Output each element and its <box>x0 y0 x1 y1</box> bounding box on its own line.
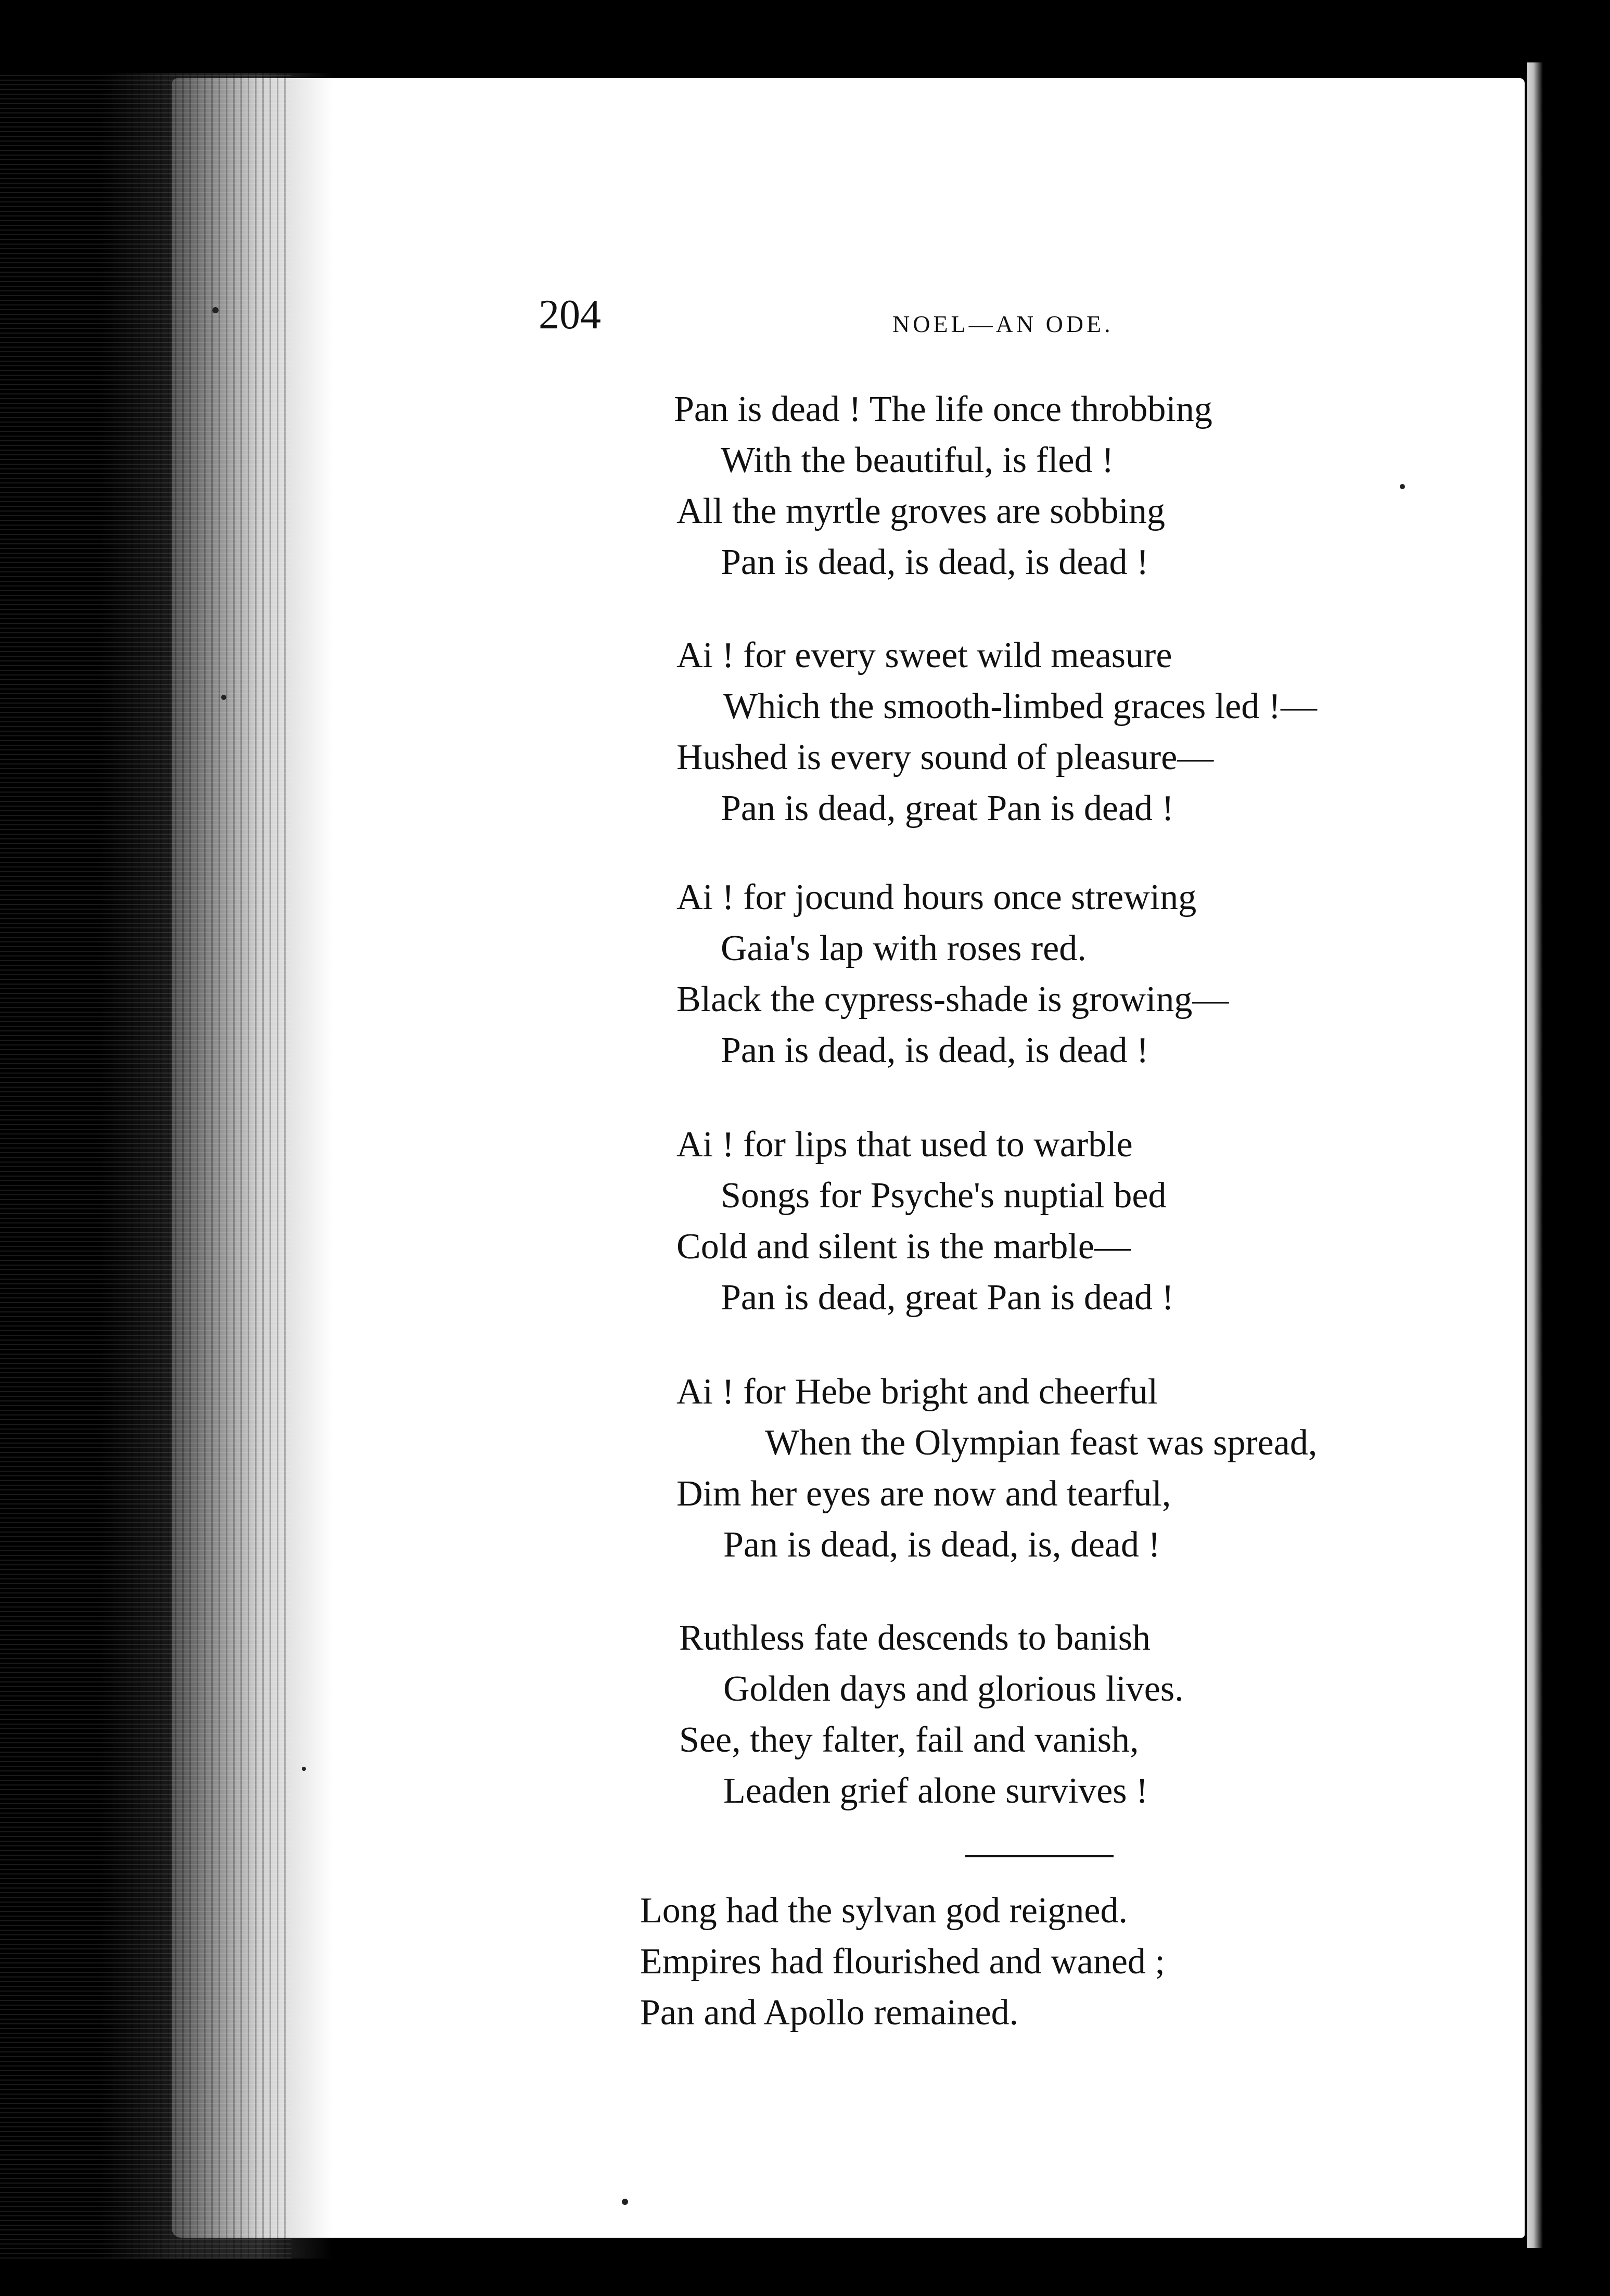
scan-speck <box>622 2199 628 2205</box>
gutter-speckle <box>0 73 291 2259</box>
scan-speck <box>1400 484 1405 489</box>
closing-line-3: Pan and Apollo remained. <box>640 1993 1019 2033</box>
stanza-3-line-1: Ai ! for jocund hours once strewing <box>676 877 1197 917</box>
stanza-1-line-3: All the myrtle groves are sobbing <box>676 491 1165 531</box>
stanza-6-line-2: Golden days and glorious lives. <box>723 1669 1184 1709</box>
stanza-2-line-2: Which the smooth-limbed graces led !— <box>723 686 1318 726</box>
scan-speck <box>302 1767 306 1771</box>
closing-line-1: Long had the sylvan god reigned. <box>640 1891 1128 1931</box>
page-number: 204 <box>539 292 601 338</box>
scan-speck <box>221 695 226 700</box>
stanza-2-line-3: Hushed is every sound of pleasure— <box>676 737 1214 777</box>
stanza-6-line-4: Leaden grief alone survives ! <box>723 1771 1148 1811</box>
stanza-4-line-1: Ai ! for lips that used to warble <box>676 1125 1133 1165</box>
stanza-4-line-4: Pan is dead, great Pan is dead ! <box>721 1278 1174 1318</box>
stanza-3-line-2: Gaia's lap with roses red. <box>721 928 1087 968</box>
stanza-2-line-1: Ai ! for every sweet wild measure <box>676 635 1172 675</box>
closing-line-2: Empires had flourished and waned ; <box>640 1942 1165 1982</box>
stanza-5-line-2: When the Olympian feast was spread, <box>765 1423 1318 1463</box>
section-divider-rule <box>965 1855 1114 1857</box>
stanza-4-line-2: Songs for Psyche's nuptial bed <box>721 1176 1167 1216</box>
scan-speck <box>212 307 219 313</box>
stanza-6-line-3: See, they falter, fail and vanish, <box>679 1720 1139 1760</box>
right-page-edge <box>1527 62 1543 2248</box>
stanza-6-line-1: Ruthless fate descends to banish <box>679 1618 1151 1658</box>
stanza-2-line-4: Pan is dead, great Pan is dead ! <box>721 788 1174 828</box>
running-head: NOEL—AN ODE. <box>892 311 1114 337</box>
stanza-3-line-4: Pan is dead, is dead, is dead ! <box>721 1030 1149 1070</box>
stanza-5-line-1: Ai ! for Hebe bright and cheerful <box>676 1372 1158 1412</box>
stanza-1-line-2: With the beautiful, is fled ! <box>721 440 1114 480</box>
stanza-4-line-3: Cold and silent is the marble— <box>676 1227 1131 1267</box>
stanza-1-line-4: Pan is dead, is dead, is dead ! <box>721 542 1149 582</box>
stanza-1-line-1: Pan is dead ! The life once throbbing <box>674 389 1212 429</box>
stanza-3-line-3: Black the cypress-shade is growing— <box>676 979 1229 1019</box>
stanza-5-line-4: Pan is dead, is dead, is, dead ! <box>723 1525 1160 1565</box>
stanza-5-line-3: Dim her eyes are now and tearful, <box>676 1474 1171 1514</box>
